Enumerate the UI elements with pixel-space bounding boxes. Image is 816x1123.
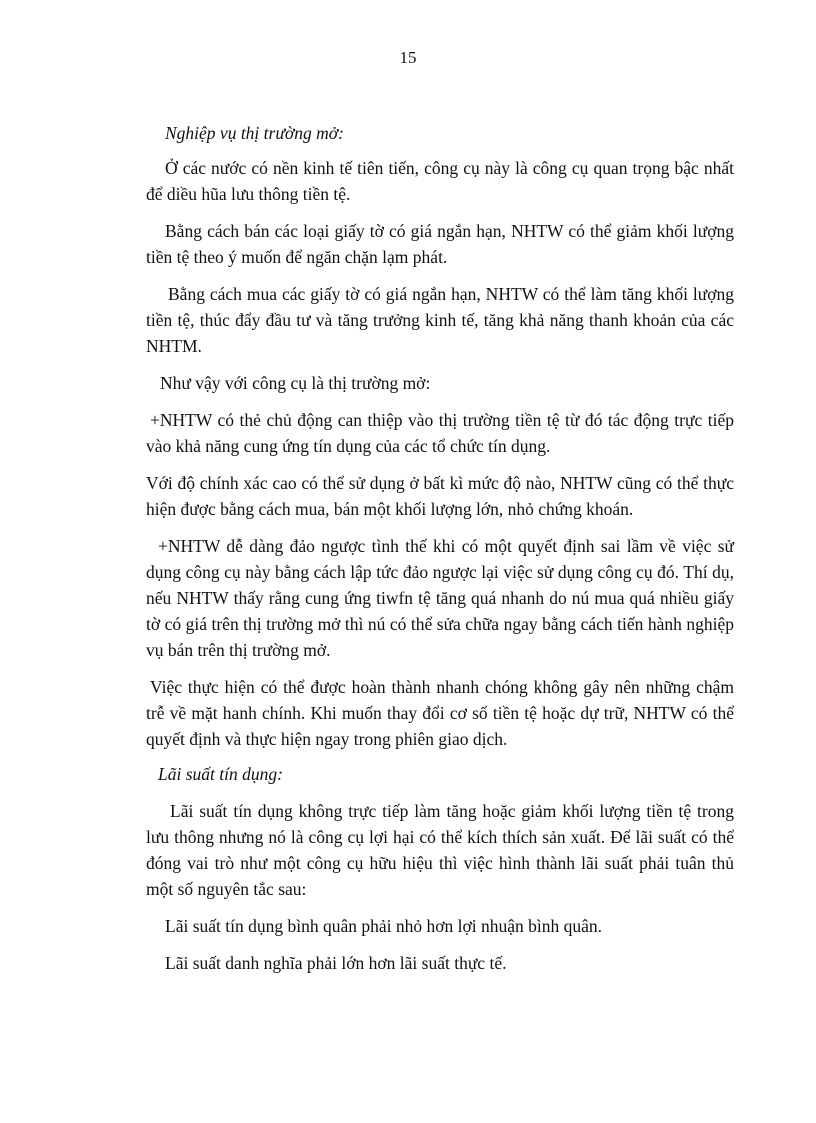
paragraph: Ở các nước có nền kinh tế tiên tiến, công cụ này là công cụ quan trọng bậc nhất để diều hũa lưu thông tiền tệ. <box>146 158 734 204</box>
paragraph: Với độ chính xác cao có thể sử dụng ở bất kì mức độ nào, NHTW cũng có thể thực hiện được bằng cách mua, bán một khối lượng lớn, nhỏ chứng khoán. <box>146 473 734 519</box>
section-heading-interest-rate: Lãi suất tín dụng: <box>158 764 283 784</box>
paragraph: Bằng cách mua các giấy tờ có giá ngắn hạn, NHTW có thể làm tăng khối lượng tiền tệ, thúc đẩy đầu tư và tăng trưởng kinh tế, tăng khả năng thanh khoản của các NHTM. <box>146 284 734 356</box>
paragraph: Như vậy với công cụ là thị trường mở: <box>160 373 431 393</box>
paragraph: Lãi suất tín dụng không trực tiếp làm tăng hoặc giảm khối lượng tiền tệ trong lưu thông nhưng nó là công cụ lợi hại có thể kích thích sản xuất. Để lãi suất có thể đóng vai trò như một công cụ hữu hiệu thì việc hình thành lãi suất phải tuân thủ một số nguyên tắc sau: <box>146 801 734 899</box>
section-heading-open-market: Nghiệp vụ thị trường mở: <box>165 123 344 143</box>
paragraph: Bằng cách bán các loại giấy tờ có giá ngắn hạn, NHTW có thể giảm khối lượng tiền tệ theo ý muốn để ngăn chặn lạm phát. <box>146 221 734 267</box>
page-number: 15 <box>399 48 417 67</box>
paragraph: Lãi suất danh nghĩa phải lớn hơn lãi suất thực tế. <box>165 953 507 973</box>
paragraph: +NHTW có thẻ chủ động can thiệp vào thị trường tiền tệ từ đó tác động trực tiếp vào khả năng cung ứng tín dụng của các tổ chức tín dụng. <box>146 410 734 456</box>
paragraph: Lãi suất tín dụng bình quân phải nhỏ hơn lợi nhuận bình quân. <box>165 916 602 936</box>
document-body <box>146 120 734 976</box>
paragraph: Việc thực hiện có thể được hoàn thành nhanh chóng không gây nên những chậm trễ về mặt hanh chính. Khi muốn thay đổi cơ số tiền tệ hoặc dự trữ, NHTW có thể quyết định và thực hiện ngay trong phiên giao dịch. <box>146 677 734 749</box>
paragraph: +NHTW dễ dàng đảo ngược tình thế khi có một quyết định sai lầm về việc sử dụng công cụ này bằng cách lập tức đảo ngược lại việc sử dụng công cụ đó. Thí dụ, nếu NHTW thấy rằng cung ứng tiwfn tệ tăng quá nhanh do nú mua quá nhiều giấy tờ có giá trên thị trường mở thì nú có thể sửa chữa ngay bằng cách tiến hành nghiệp vụ bán trên thị trường mở. <box>146 536 734 660</box>
